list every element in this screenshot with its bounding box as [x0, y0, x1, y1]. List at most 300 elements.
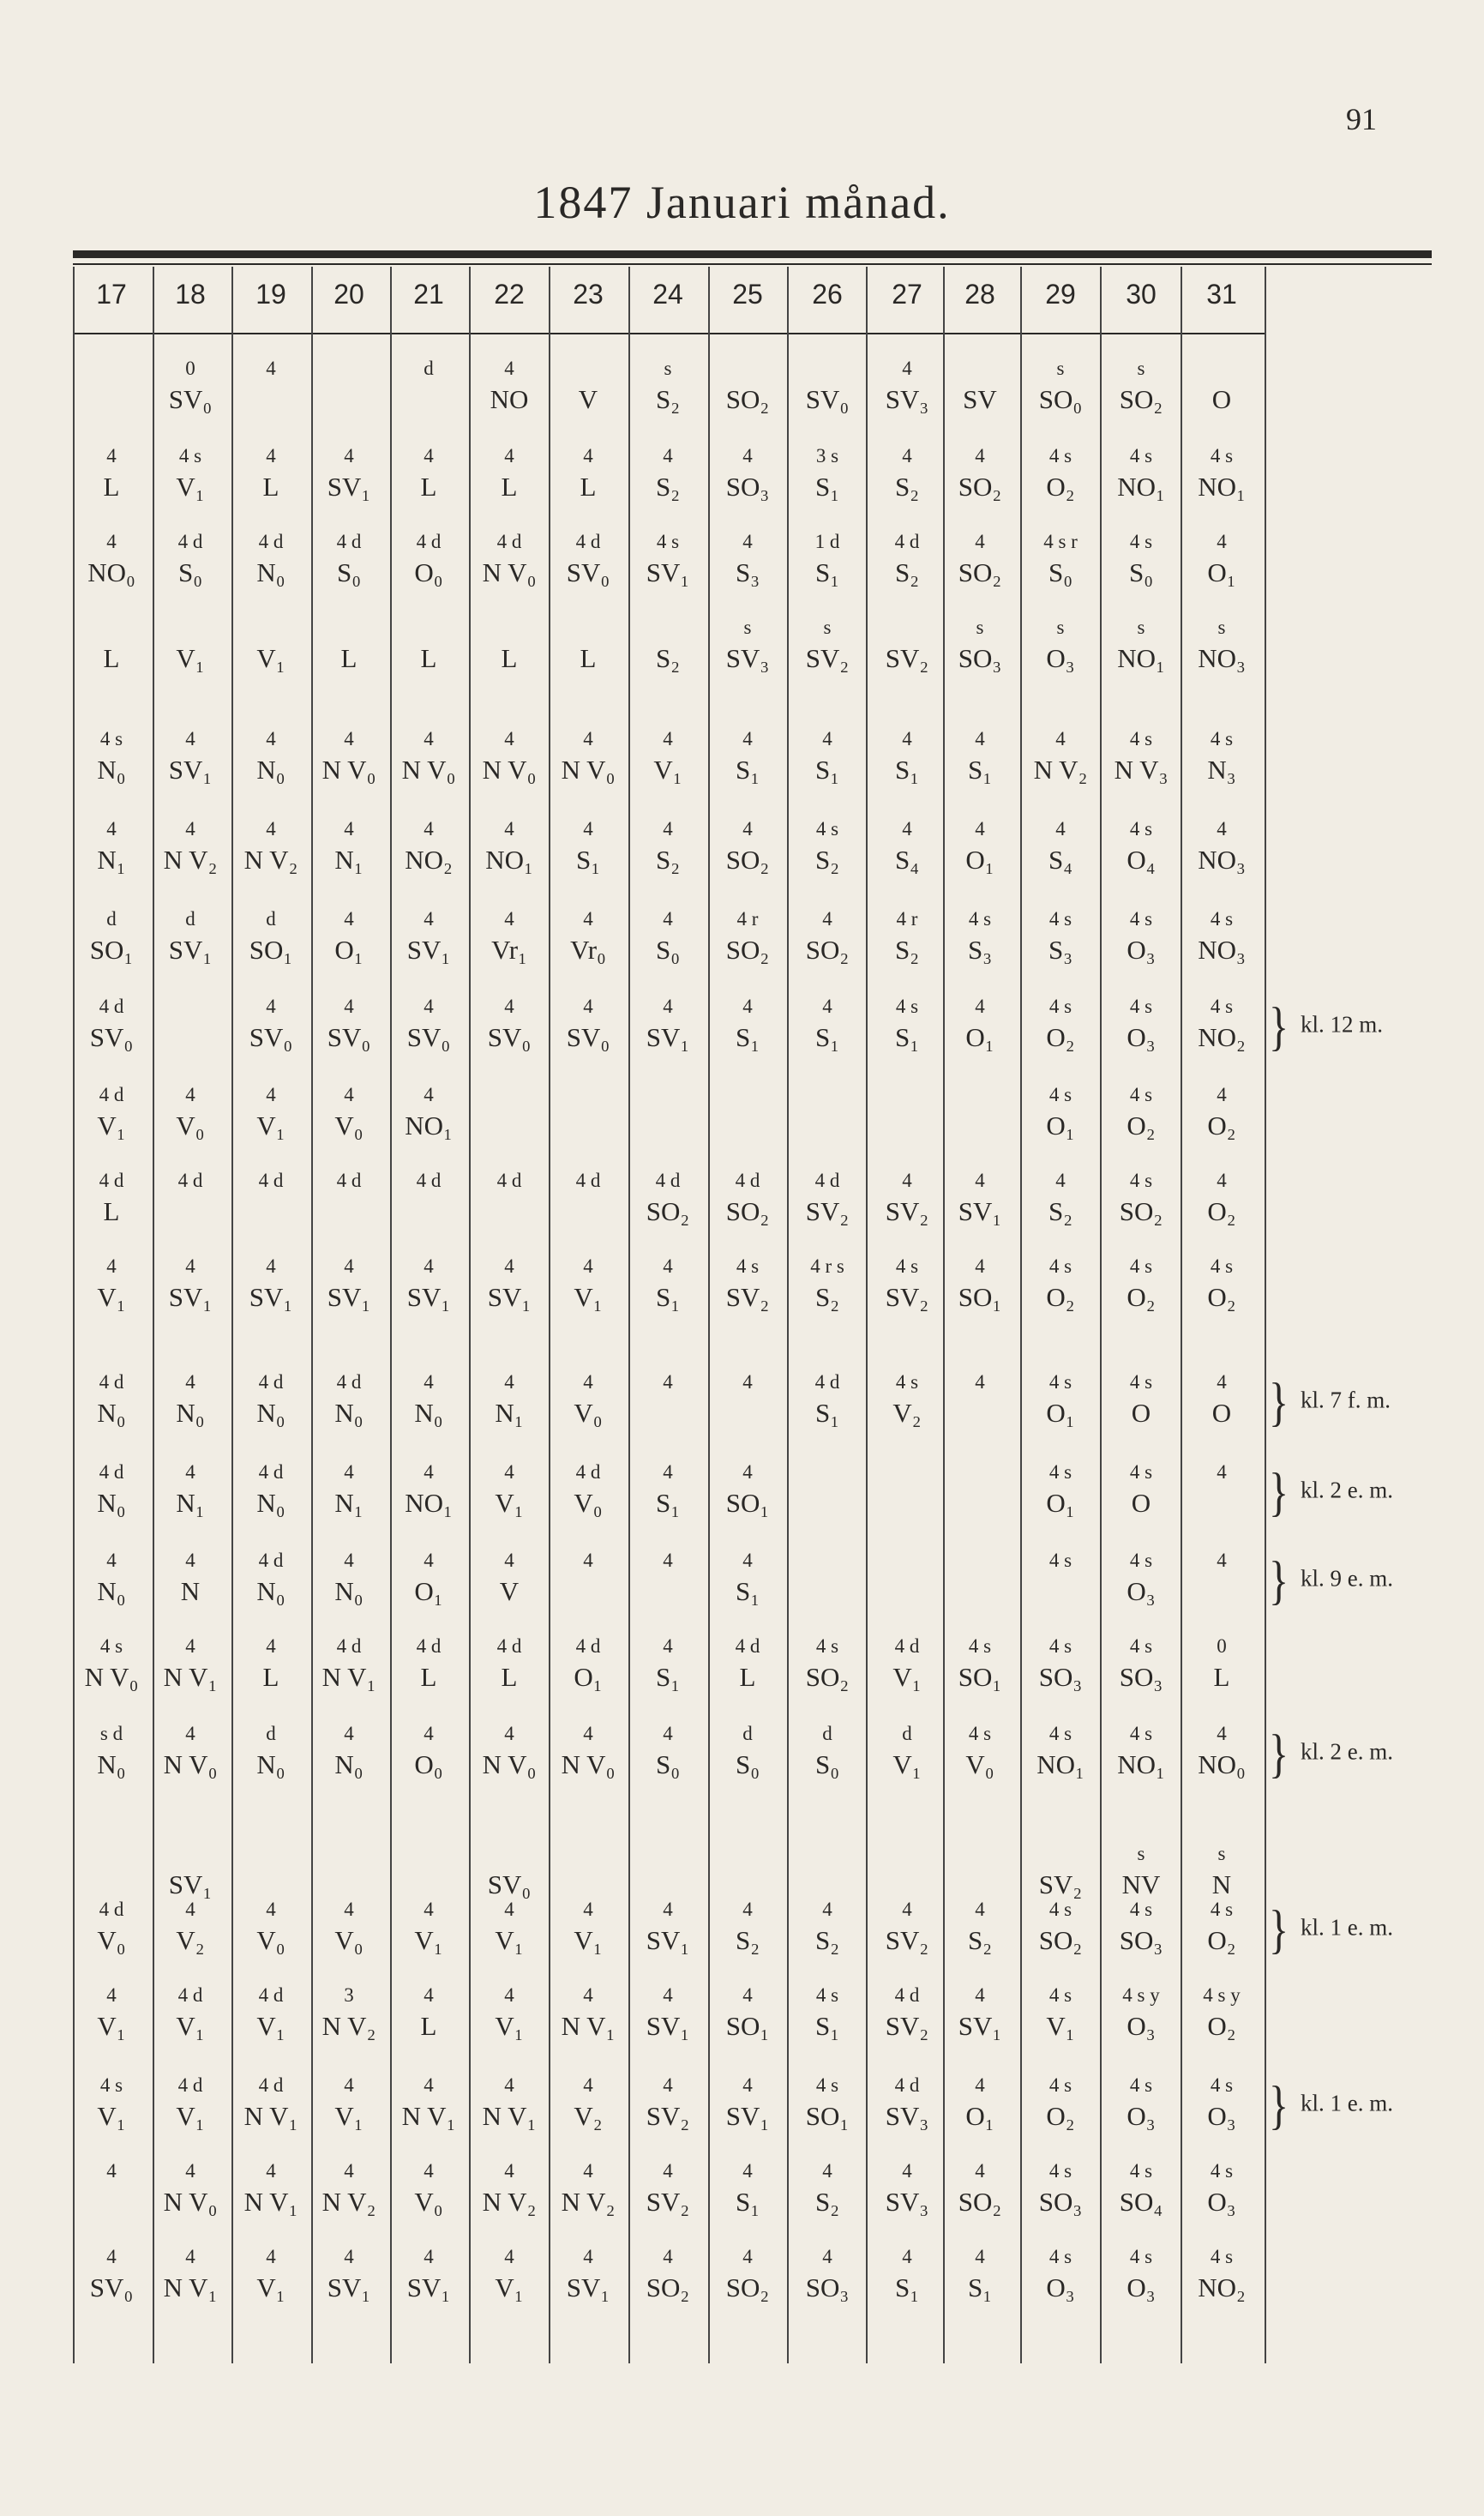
cell-direction: O₁: [965, 2101, 994, 2131]
cell-strength: 4: [583, 2246, 593, 2267]
cell-strength: 4: [902, 445, 912, 466]
cell-strength: 4: [583, 2160, 593, 2182]
cell-direction: SV₂: [646, 2101, 690, 2131]
cell-direction: SO₁: [89, 935, 134, 965]
time-note-text: kl. 9 e. m.: [1301, 1565, 1394, 1592]
cell-direction: NO₂: [405, 845, 453, 875]
cell-direction: V: [499, 1576, 520, 1606]
cell-strength: 4 d: [735, 1635, 760, 1657]
cell-direction: V₁: [334, 2101, 363, 2131]
cell-strength: 4: [1217, 1550, 1227, 1571]
cell-direction: L: [103, 643, 120, 673]
cell-strength: 4: [424, 1084, 434, 1105]
cell-direction: N V₁: [163, 1662, 218, 1692]
cell-direction: SV₁: [168, 935, 213, 965]
cell-direction: L: [103, 1196, 120, 1226]
cell-strength: 4 d: [177, 531, 203, 552]
cell-direction: SO₃: [1119, 1925, 1163, 1955]
cell-direction: V₀: [176, 1111, 205, 1141]
cell-direction: SV₀: [406, 1022, 451, 1052]
cell-strength: 4 d: [99, 1461, 124, 1483]
cell-strength: 4: [344, 2074, 354, 2096]
time-note-text: kl. 2 e. m.: [1301, 1738, 1394, 1765]
cell-strength: 4: [424, 2246, 434, 2267]
cell-strength: s: [1217, 1843, 1226, 1864]
cell-strength: 4 d: [894, 531, 920, 552]
column-header-day: 24: [652, 279, 683, 310]
cell-direction: O₃: [1127, 935, 1156, 965]
cell-strength: 4: [1055, 728, 1066, 749]
cell-strength: 4: [504, 2160, 514, 2182]
cell-strength: 4 r: [736, 908, 759, 930]
time-note-text: kl. 12 m.: [1301, 1011, 1384, 1038]
time-note: [1269, 1373, 1391, 1432]
column-header-day: 18: [175, 279, 206, 310]
cell-direction: S₁: [894, 1022, 920, 1052]
cell-direction: S₁: [655, 1662, 681, 1692]
cell-strength: 4: [266, 996, 276, 1017]
cell-direction: O₂: [1207, 1196, 1236, 1226]
column-header-day: 22: [494, 279, 525, 310]
cell-strength: 4: [185, 1084, 195, 1105]
cell-direction: V₂: [892, 1398, 922, 1428]
cell-strength: 4 d: [655, 1170, 681, 1191]
cell-strength: 4: [344, 1899, 354, 1920]
cell-direction: SV₃: [885, 2187, 929, 2217]
cell-direction: SV₀: [487, 1869, 532, 1899]
cell-direction: O₄: [1127, 845, 1156, 875]
cell-direction: SV: [963, 384, 997, 414]
cell-direction: V₀: [965, 1749, 994, 1779]
cell-strength: 4 d: [496, 531, 522, 552]
cell-strength: 4 d: [336, 531, 362, 552]
cell-direction: SV₁: [168, 1282, 213, 1312]
cell-direction: L: [1213, 1662, 1230, 1692]
cell-direction: L: [501, 1662, 518, 1692]
cell-strength: s: [1137, 1843, 1145, 1864]
cell-direction: NO₁: [1117, 1749, 1165, 1779]
cell-direction: V₂: [574, 2101, 603, 2131]
cell-direction: Vr₀: [570, 935, 606, 965]
cell-direction: O₁: [414, 1576, 443, 1606]
cell-strength: 4: [185, 1371, 195, 1393]
cell-direction: SV₁: [406, 1282, 451, 1312]
cell-direction: NO₁: [1117, 643, 1165, 673]
cell-strength: 4: [504, 2074, 514, 2096]
cell-direction: O₁: [334, 935, 363, 965]
cell-direction: N V₂: [243, 845, 298, 875]
cell-strength: 4: [344, 996, 354, 1017]
cell-direction: O₂: [1127, 1282, 1156, 1312]
cell-strength: 4: [663, 728, 673, 749]
cell-strength: s: [1137, 358, 1145, 379]
cell-direction: NO₁: [1036, 1749, 1084, 1779]
cell-direction: O₂: [1046, 472, 1075, 502]
cell-direction: V₂: [176, 1925, 205, 1955]
cell-direction: SO₁: [958, 1662, 1002, 1692]
cell-strength: 4 d: [336, 1635, 362, 1657]
cell-direction: SO₂: [725, 845, 770, 875]
cell-direction: N₀: [97, 1398, 126, 1428]
cell-strength: 4 s: [815, 2074, 839, 2096]
cell-strength: 4 d: [99, 1084, 124, 1105]
cell-direction: SV₂: [725, 1282, 770, 1312]
cell-strength: 4: [424, 445, 434, 466]
cell-direction: V₁: [176, 643, 205, 673]
cell-strength: 4: [106, 1550, 117, 1571]
cell-direction: SO₁: [805, 2101, 850, 2131]
cell-direction: L: [340, 643, 357, 673]
cell-direction: O₁: [574, 1662, 603, 1692]
cell-strength: 3 s: [815, 445, 839, 466]
cell-direction: N V₃: [1114, 755, 1169, 785]
cell-strength: 4 d: [575, 1170, 601, 1191]
cell-strength: 4 s: [1129, 1084, 1153, 1105]
column-header-day: 20: [333, 279, 364, 310]
cell-direction: N₁: [495, 1398, 524, 1428]
cell-strength: 4 d: [99, 1170, 124, 1191]
cell-strength: 4 s: [1129, 2074, 1153, 2096]
cell-strength: 4 s: [895, 996, 919, 1017]
cell-direction: V₁: [176, 2101, 205, 2131]
column-header-day: 23: [573, 279, 604, 310]
cell-strength: 4 s: [815, 818, 839, 840]
cell-direction: SV₃: [725, 643, 770, 673]
cell-direction: O₁: [1046, 1111, 1075, 1141]
cell-direction: O₂: [1127, 1111, 1156, 1141]
cell-strength: 4 d: [258, 531, 284, 552]
cell-direction: S₄: [894, 845, 920, 875]
cell-strength: 4 s: [1210, 2246, 1234, 2267]
cell-direction: S₁: [655, 1282, 681, 1312]
cell-direction: V₁: [97, 1282, 126, 1312]
cell-direction: S₀: [655, 935, 681, 965]
cell-direction: L: [739, 1662, 756, 1692]
cell-direction: S₁: [814, 472, 840, 502]
cell-strength: 4: [504, 996, 514, 1017]
cell-strength: 4 s: [656, 531, 680, 552]
cell-strength: 0: [1217, 1635, 1227, 1657]
cell-direction: N V₀: [163, 1749, 218, 1779]
cell-strength: 4: [106, 2160, 117, 2182]
brace-mark: }: [1269, 2076, 1289, 2135]
cell-direction: SO₂: [1119, 384, 1163, 414]
cell-direction: SV₁: [327, 2272, 371, 2302]
cell-strength: 4: [504, 728, 514, 749]
cell-strength: 4: [742, 818, 753, 840]
cell-direction: SV₀: [89, 1022, 134, 1052]
cell-direction: N₀: [334, 1576, 363, 1606]
cell-direction: O₃: [1046, 2272, 1075, 2302]
cell-strength: 4: [663, 996, 673, 1017]
cell-direction: S₂: [894, 557, 920, 587]
cell-direction: O₂: [1046, 1282, 1075, 1312]
cell-strength: 4: [663, 1984, 673, 2006]
time-note: [1269, 1551, 1394, 1610]
cell-strength: 4 r s: [810, 1255, 844, 1277]
brace-mark: }: [1269, 1463, 1289, 1522]
cell-strength: 4 s: [968, 908, 992, 930]
cell-strength: 4: [344, 1550, 354, 1571]
cell-direction: N₀: [256, 1576, 285, 1606]
cell-strength: 4 s: [99, 728, 123, 749]
cell-direction: NO₂: [1198, 1022, 1246, 1052]
cell-direction: S₁: [735, 755, 760, 785]
cell-direction: N₁: [97, 845, 126, 875]
cell-strength: 4: [975, 1984, 985, 2006]
cell-direction: O₂: [1207, 2011, 1236, 2041]
cell-direction: V₁: [97, 2101, 126, 2131]
time-note-text: kl. 1 e. m.: [1301, 1914, 1394, 1941]
cell-strength: s: [823, 617, 832, 638]
cell-direction: SV₂: [646, 2187, 690, 2217]
cell-strength: 4 s: [1210, 996, 1234, 1017]
cell-strength: 4 d: [336, 1371, 362, 1393]
cell-strength: 4: [504, 818, 514, 840]
cell-direction: N₁: [334, 1488, 363, 1518]
cell-strength: 4: [185, 1255, 195, 1277]
cell-strength: 4 s: [1129, 1255, 1153, 1277]
cell-strength: 4: [902, 1899, 912, 1920]
cell-strength: 4: [504, 358, 514, 379]
cell-strength: 4 s r: [1043, 531, 1078, 552]
cell-direction: SO₂: [805, 935, 850, 965]
column-header-day: 17: [96, 279, 127, 310]
cell-direction: S₁: [814, 2011, 840, 2041]
cell-direction: V₁: [495, 1488, 524, 1518]
cell-direction: N₀: [256, 557, 285, 587]
cell-strength: 4 s: [1048, 1084, 1072, 1105]
cell-direction: V₁: [1046, 2011, 1075, 2041]
cell-strength: 4: [583, 908, 593, 930]
cell-direction: SO₂: [646, 2272, 690, 2302]
time-note: [1269, 1724, 1394, 1784]
cell-direction: N V₁: [243, 2187, 298, 2217]
cell-direction: S₃: [967, 935, 993, 965]
cell-direction: SV₂: [805, 643, 850, 673]
brace-mark: }: [1269, 1900, 1289, 1959]
cell-strength: 3: [344, 1984, 354, 2006]
cell-direction: SV₁: [406, 935, 451, 965]
column-header-day: 31: [1206, 279, 1237, 310]
cell-strength: 4 s: [1048, 1371, 1072, 1393]
column-header-day: 26: [812, 279, 843, 310]
cell-strength: 4: [902, 818, 912, 840]
cell-direction: O₂: [1207, 1925, 1236, 1955]
cell-direction: NO₁: [485, 845, 533, 875]
cell-strength: 4: [975, 445, 985, 466]
cell-strength: 4: [822, 996, 832, 1017]
cell-direction: V₁: [495, 2011, 524, 2041]
cell-strength: 4: [975, 818, 985, 840]
cell-strength: 4: [663, 445, 673, 466]
cell-direction: SO₂: [725, 935, 770, 965]
cell-strength: 4: [106, 2246, 117, 2267]
cell-strength: 4: [742, 996, 753, 1017]
cell-direction: S₃: [1048, 935, 1073, 965]
cell-strength: 4: [266, 818, 276, 840]
brace-mark: }: [1269, 1373, 1289, 1432]
time-note: [1269, 2076, 1394, 2135]
cell-strength: 4: [663, 908, 673, 930]
cell-direction: SV₂: [885, 1282, 929, 1312]
cell-direction: SV₁: [958, 1196, 1002, 1226]
cell-direction: SO₂: [1119, 1196, 1163, 1226]
cell-strength: 4 s: [1129, 2246, 1153, 2267]
cell-direction: SV₂: [885, 1196, 929, 1226]
cell-direction: S₄: [1048, 845, 1073, 875]
cell-direction: S₁: [814, 755, 840, 785]
cell-direction: L: [420, 2011, 437, 2041]
cell-direction: N V₂: [321, 2011, 376, 2041]
cell-direction: SV₂: [885, 643, 929, 673]
cell-strength: s: [1137, 617, 1145, 638]
cell-strength: 4 s: [1210, 908, 1234, 930]
cell-strength: 4: [344, 908, 354, 930]
column-header-day: 25: [732, 279, 763, 310]
cell-strength: 4 s: [968, 1723, 992, 1744]
cell-strength: 4: [504, 1899, 514, 1920]
cell-direction: SV₁: [646, 1022, 690, 1052]
cell-direction: SO₁: [958, 1282, 1002, 1312]
cell-strength: 4 s: [1129, 818, 1153, 840]
cell-strength: s d: [99, 1723, 123, 1744]
cell-strength: 4: [424, 1723, 434, 1744]
cell-strength: 4 s: [1129, 1170, 1153, 1191]
cell-direction: O₃: [1127, 2011, 1156, 2041]
cell-direction: N V₁: [401, 2101, 456, 2131]
cell-strength: 4 d: [416, 531, 442, 552]
cell-direction: SO₃: [1038, 1662, 1083, 1692]
cell-direction: S₀: [177, 557, 203, 587]
cell-direction: SO₂: [958, 2187, 1002, 2217]
cell-direction: V₁: [176, 2011, 205, 2041]
cell-direction: SO₂: [1038, 1925, 1083, 1955]
cell-strength: s: [1056, 617, 1065, 638]
cell-direction: S₂: [967, 1925, 993, 1955]
cell-strength: 4 d: [258, 1170, 284, 1191]
cell-strength: s: [976, 617, 984, 638]
cell-strength: 4: [504, 2246, 514, 2267]
cell-direction: L: [420, 472, 437, 502]
cell-strength: 4: [344, 1255, 354, 1277]
cell-strength: 4 s: [1210, 728, 1234, 749]
cell-direction: NO₀: [87, 557, 135, 587]
cell-strength: 4: [1217, 531, 1227, 552]
cell-direction: NO₂: [1198, 2272, 1246, 2302]
cell-strength: 4: [975, 531, 985, 552]
cell-strength: 4 s: [1129, 1461, 1153, 1483]
cell-strength: 4: [504, 1371, 514, 1393]
cell-direction: NO₁: [1198, 472, 1246, 502]
cell-strength: 4: [266, 728, 276, 749]
cell-strength: 4: [822, 908, 832, 930]
cell-strength: d: [424, 358, 434, 379]
cell-direction: SO₃: [725, 472, 770, 502]
cell-direction: N₀: [97, 755, 126, 785]
cell-strength: 4 s: [178, 445, 202, 466]
cell-strength: 4: [822, 1899, 832, 1920]
cell-direction: SO₃: [1119, 1662, 1163, 1692]
cell-direction: N V₂: [1033, 755, 1088, 785]
cell-strength: 4: [344, 2160, 354, 2182]
cell-strength: 4: [504, 1723, 514, 1744]
cell-strength: 4 d: [177, 2074, 203, 2096]
cell-strength: 4 s: [1048, 1550, 1072, 1571]
cell-direction: S₀: [336, 557, 362, 587]
cell-direction: S₁: [735, 1022, 760, 1052]
cell-strength: 4 s: [1048, 908, 1072, 930]
cell-strength: d: [266, 908, 276, 930]
cell-direction: N₀: [256, 755, 285, 785]
cell-strength: 4 s: [1129, 445, 1153, 466]
cell-strength: 4: [742, 2246, 753, 2267]
cell-direction: N V₁: [321, 1662, 376, 1692]
cell-strength: 4 s: [1129, 996, 1153, 1017]
cell-direction: SV₀: [566, 557, 610, 587]
cell-strength: 4: [185, 2160, 195, 2182]
cell-strength: 4: [185, 2246, 195, 2267]
cell-direction: O₃: [1127, 1022, 1156, 1052]
cell-strength: 4 d: [336, 1170, 362, 1191]
cell-direction: SV₁: [487, 1282, 532, 1312]
cell-strength: 4: [424, 728, 434, 749]
cell-strength: 4: [663, 1461, 673, 1483]
cell-strength: 4 s: [968, 1635, 992, 1657]
cell-strength: 4 s: [1048, 445, 1072, 466]
cell-direction: V₁: [892, 1749, 922, 1779]
cell-strength: 4: [975, 728, 985, 749]
cell-direction: O₀: [414, 557, 443, 587]
cell-direction: V₁: [574, 1925, 603, 1955]
cell-strength: 4: [742, 1461, 753, 1483]
cell-strength: d: [822, 1723, 832, 1744]
cell-strength: 4: [583, 1371, 593, 1393]
cell-strength: 4 s: [1210, 445, 1234, 466]
cell-strength: 4: [185, 1635, 195, 1657]
cell-direction: O₃: [1127, 2272, 1156, 2302]
cell-direction: V₁: [97, 2011, 126, 2041]
cell-direction: S₁: [967, 2272, 993, 2302]
cell-strength: 4: [663, 1635, 673, 1657]
cell-strength: 4: [266, 1255, 276, 1277]
cell-direction: SV₁: [406, 2272, 451, 2302]
cell-direction: V₁: [495, 1925, 524, 1955]
cell-strength: 4: [822, 2160, 832, 2182]
cell-strength: 4: [583, 818, 593, 840]
header-rule-thick: [73, 250, 1432, 258]
cell-strength: 4 d: [258, 1984, 284, 2006]
cell-strength: 4: [663, 2246, 673, 2267]
cell-strength: 4 s: [1210, 1255, 1234, 1277]
cell-strength: 4: [902, 728, 912, 749]
cell-strength: 4 s y: [1122, 1984, 1160, 2006]
cell-strength: 4: [583, 996, 593, 1017]
cell-strength: 4: [424, 1255, 434, 1277]
cell-direction: S₁: [814, 1398, 840, 1428]
cell-strength: 4: [975, 1371, 985, 1393]
cell-direction: L: [262, 1662, 279, 1692]
cell-direction: V₀: [334, 1925, 363, 1955]
cell-strength: 4 s: [1048, 2246, 1072, 2267]
cell-direction: S₀: [655, 1749, 681, 1779]
cell-direction: O₃: [1127, 2101, 1156, 2131]
cell-strength: 4: [424, 818, 434, 840]
cell-direction: N V₁: [243, 2101, 298, 2131]
cell-strength: 4: [344, 818, 354, 840]
cell-strength: 4 s: [1129, 728, 1153, 749]
cell-direction: V₀: [414, 2187, 443, 2217]
